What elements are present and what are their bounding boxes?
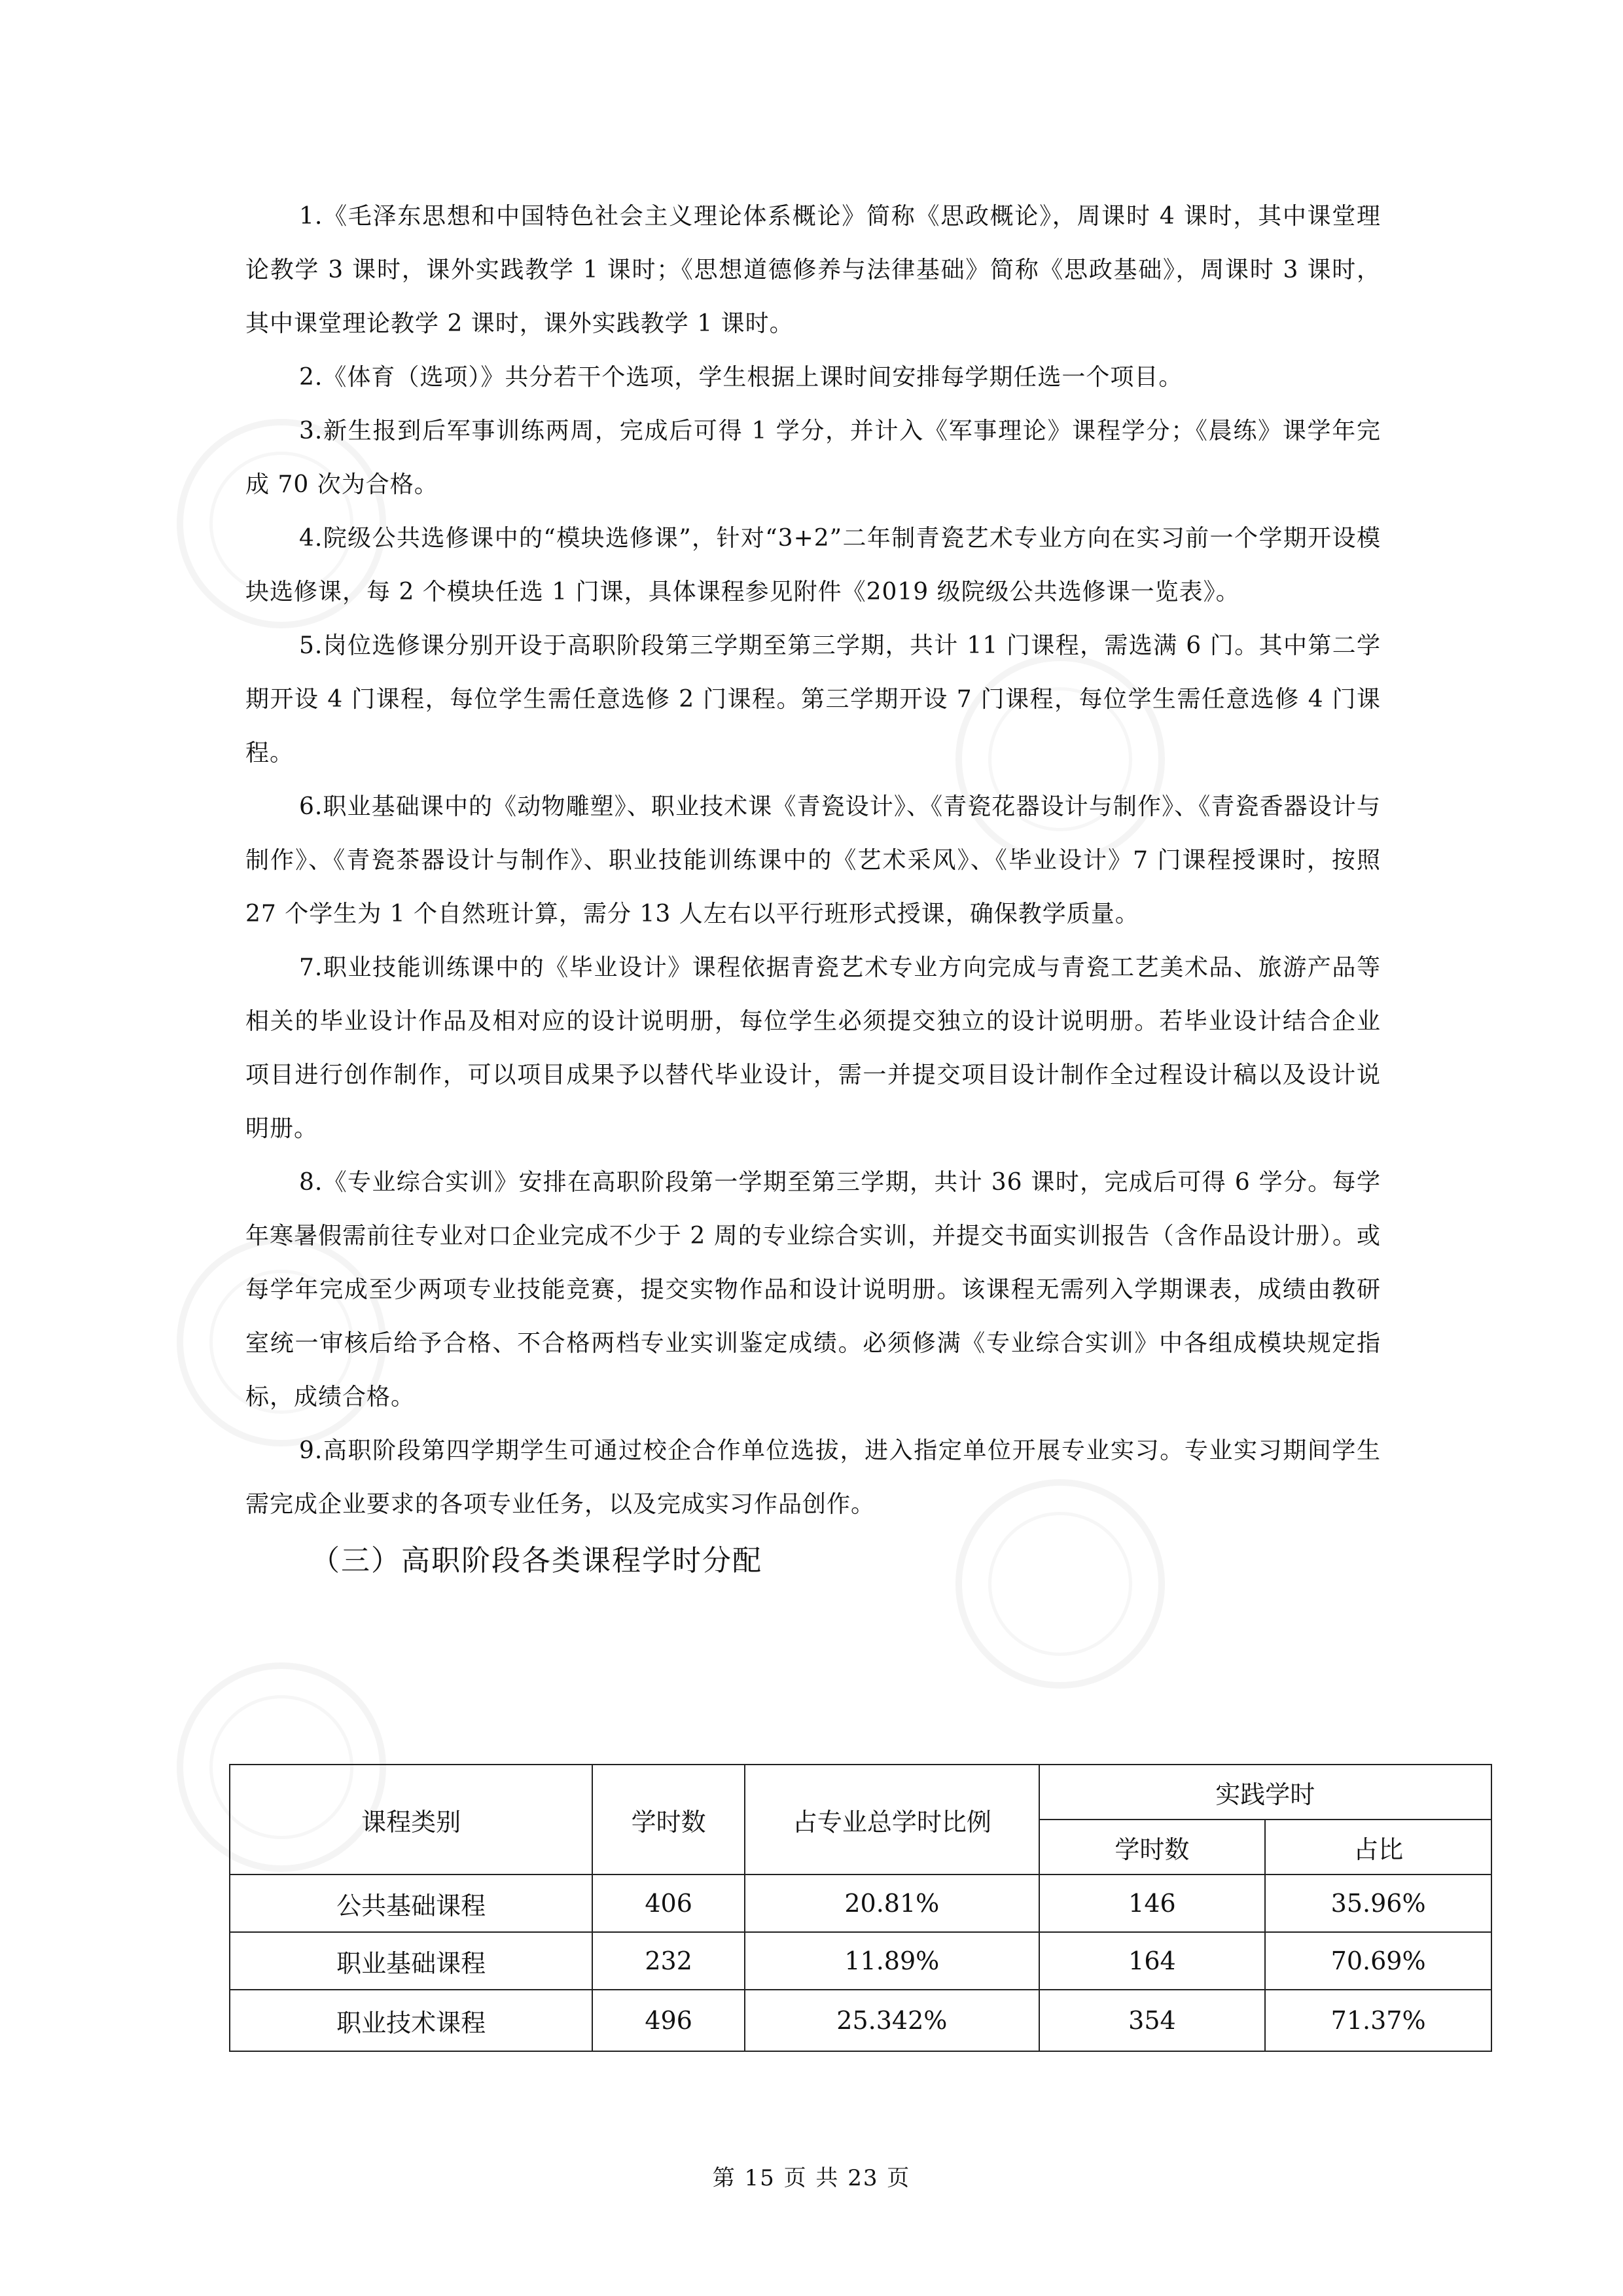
header-category: 课程类别	[230, 1765, 592, 1874]
cell-practice-ratio: 71.37%	[1265, 1990, 1491, 2051]
cell-ratio: 11.89%	[745, 1932, 1039, 1990]
cell-hours: 406	[592, 1874, 745, 1932]
note-5: 5.岗位选修课分别开设于高职阶段第三学期至第三学期，共计 11 门课程，需选满 6 门。其中第二学期开设 4 门课程，每位学生需任意选修 2 门课程。第三学期开设 7 门课程，每位学生需任意选修 4 门课程。	[245, 632, 1381, 766]
cell-ratio: 25.342%	[745, 1990, 1039, 2051]
cell-category: 公共基础课程	[230, 1874, 592, 1932]
cell-practice-hours: 164	[1039, 1932, 1266, 1990]
cell-category: 职业技术课程	[230, 1990, 592, 2051]
header-practice-ratio: 占比	[1265, 1820, 1491, 1874]
table-row	[230, 1874, 1491, 1932]
cell-hours: 232	[592, 1932, 745, 1990]
hours-allocation-table	[229, 1764, 1492, 2052]
page-footer: 第 15 页 共 23 页	[712, 2165, 911, 2191]
cell-ratio: 20.81%	[745, 1874, 1039, 1932]
note-8: 8.《专业综合实训》安排在高职阶段第一学期至第三学期，共计 36 课时，完成后可得 6 学分。每学年寒暑假需前往专业对口企业完成不少于 2 周的专业综合实训，并提交书面实训报告（含作品设计册）。或每学年完成至少两项专业技能竞赛，提交实物作品和设计说明册。该课程无需列入学期课表，成绩由教研室统一审核后给予合格、不合格两档专业实训鉴定成绩。必须修满《专业综合实训》中各组成模块规定指标，成绩合格。	[245, 1169, 1381, 1410]
cell-practice-hours: 146	[1039, 1874, 1266, 1932]
note-2: 2.《体育（选项）》共分若干个选项，学生根据上课时间安排每学期任选一个项目。	[299, 364, 1183, 391]
note-9: 9.高职阶段第四学期学生可通过校企合作单位选拔，进入指定单位开展专业实习。专业实习期间学生需完成企业要求的各项专业任务，以及完成实习作品创作。	[245, 1437, 1381, 1518]
cell-practice-hours: 354	[1039, 1990, 1266, 2051]
document-body	[245, 190, 1381, 1590]
section-heading: （三）高职阶段各类课程学时分配	[311, 1544, 762, 1577]
table-row	[230, 1990, 1491, 2051]
cell-practice-ratio: 35.96%	[1265, 1874, 1491, 1932]
header-practice-hours: 学时数	[1039, 1820, 1266, 1874]
cell-practice-ratio: 70.69%	[1265, 1932, 1491, 1990]
note-7: 7.职业技能训练课中的《毕业设计》课程依据青瓷艺术专业方向完成与青瓷工艺美术品、旅游产品等相关的毕业设计作品及相对应的设计说明册，每位学生必须提交独立的设计说明册。若毕业设计结合企业项目进行创作制作，可以项目成果予以替代毕业设计，需一并提交项目设计制作全过程设计稿以及设计说明册。	[245, 954, 1381, 1142]
note-4: 4.院级公共选修课中的“模块选修课”，针对“3+2”二年制青瓷艺术专业方向在实习前一个学期开设模块选修课，每 2 个模块任选 1 门课，具体课程参见附件《2019 级院级公共选修课一览表》。	[245, 525, 1381, 605]
cell-category: 职业基础课程	[230, 1932, 592, 1990]
table-row	[230, 1932, 1491, 1990]
cell-hours: 496	[592, 1990, 745, 2051]
header-ratio: 占专业总学时比例	[745, 1765, 1039, 1874]
note-6: 6.职业基础课中的《动物雕塑》、职业技术课《青瓷设计》、《青瓷花器设计与制作》、《青瓷香器设计与制作》、《青瓷茶器设计与制作》、职业技能训练课中的《艺术采风》、《毕业设计》7 门课程授课时，按照 27 个学生为 1 个自然班计算，需分 13 人左右以平行班形式授课，确保教学质量。	[245, 793, 1381, 927]
header-hours: 学时数	[592, 1765, 745, 1874]
note-3: 3.新生报到后军事训练两周，完成后可得 1 学分，并计入《军事理论》课程学分；《晨练》课学年完成 70 次为合格。	[245, 418, 1381, 498]
header-practice: 实践学时	[1039, 1765, 1491, 1820]
note-1: 1.《毛泽东思想和中国特色社会主义理论体系概论》简称《思政概论》，周课时 4 课时，其中课堂理论教学 3 课时，课外实践教学 1 课时；《思想道德修养与法律基础》简称《思政基础》，周课时 3 课时，其中课堂理论教学 2 课时，课外实践教学 1 课时。	[245, 203, 1381, 337]
